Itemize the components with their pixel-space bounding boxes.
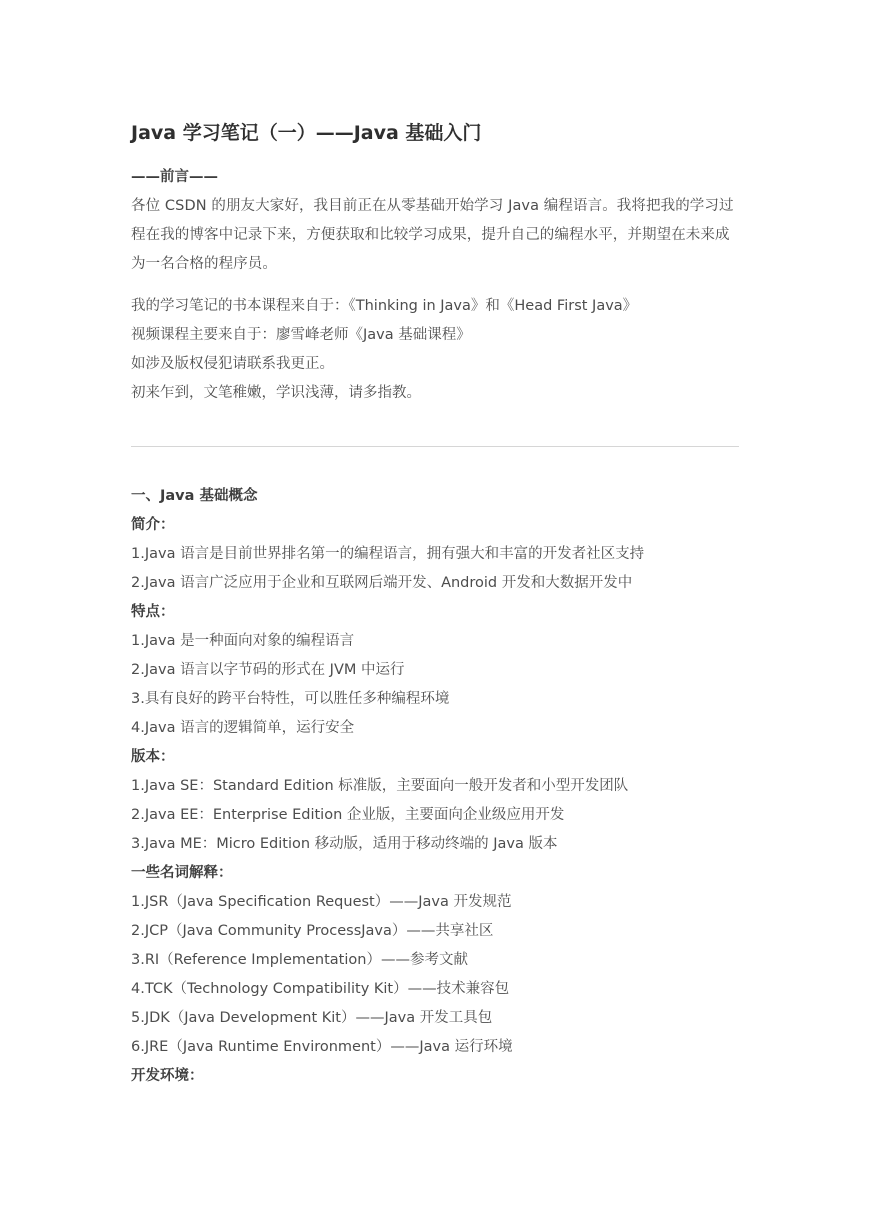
section-heading: 一、Java 基础概念 <box>131 488 258 504</box>
list-item: 3.RI（Reference Implementation）——参考文献 <box>131 952 468 968</box>
preface-block <box>131 163 739 279</box>
source-line: 视频课程主要来自于：廖雪峰老师《Java 基础课程》 <box>131 327 471 343</box>
list-item: 1.Java 语言是目前世界排名第一的编程语言，拥有强大和丰富的开发者社区支持 <box>131 546 645 562</box>
list-item: 2.Java 语言广泛应用于企业和互联网后端开发、Android 开发和大数据开发中 <box>131 575 633 591</box>
features-label: 特点： <box>131 604 175 620</box>
list-item: 3.Java ME：Micro Edition 移动版，适用于移动终端的 Java 版本 <box>131 836 558 852</box>
list-item: 2.Java EE：Enterprise Edition 企业版，主要面向企业级应用开发 <box>131 807 565 823</box>
source-line: 我的学习笔记的书本课程来自于：《Thinking in Java》和《Head First Java》 <box>131 298 638 314</box>
list-item: 6.JRE（Java Runtime Environment）——Java 运行环境 <box>131 1039 513 1055</box>
list-item: 5.JDK（Java Development Kit）——Java 开发工具包 <box>131 1010 493 1026</box>
list-item: 1.JSR（Java Specification Request）——Java 开发规范 <box>131 894 512 910</box>
intro-label: 简介： <box>131 517 175 533</box>
page-title: Java 学习笔记（一）——Java 基础入门 <box>131 122 482 144</box>
preface-paragraph: 各位 CSDN 的朋友大家好，我目前正在从零基础开始学习 Java 编程语言。我将把我的学习过程在我的博客中记录下来，方便获取和比较学习成果，提升自己的编程水平，并期望在未来成为一名合格的程序员。 <box>131 198 734 272</box>
versions-label: 版本： <box>131 749 175 765</box>
list-item: 2.JCP（Java Community ProcessJava）——共享社区 <box>131 923 494 939</box>
preface-heading: ——前言—— <box>131 169 218 185</box>
list-item: 1.Java SE：Standard Edition 标准版，主要面向一般开发者和小型开发团队 <box>131 778 629 794</box>
terms-label: 一些名词解释： <box>131 865 233 881</box>
sources-block <box>131 292 739 408</box>
list-item: 4.Java 语言的逻辑简单，运行安全 <box>131 720 355 736</box>
section-java-basics <box>131 482 739 1091</box>
list-item: 2.Java 语言以字节码的形式在 JVM 中运行 <box>131 662 405 678</box>
source-line: 如涉及版权侵犯请联系我更正。 <box>131 356 334 372</box>
horizontal-divider <box>131 446 739 447</box>
env-label: 开发环境： <box>131 1068 204 1084</box>
list-item: 1.Java 是一种面向对象的编程语言 <box>131 633 355 649</box>
source-line: 初来乍到，文笔稚嫩，学识浅薄，请多指教。 <box>131 385 421 401</box>
list-item: 4.TCK（Technology Compatibility Kit）——技术兼容包 <box>131 981 510 997</box>
list-item: 3.具有良好的跨平台特性，可以胜任多种编程环境 <box>131 691 450 707</box>
